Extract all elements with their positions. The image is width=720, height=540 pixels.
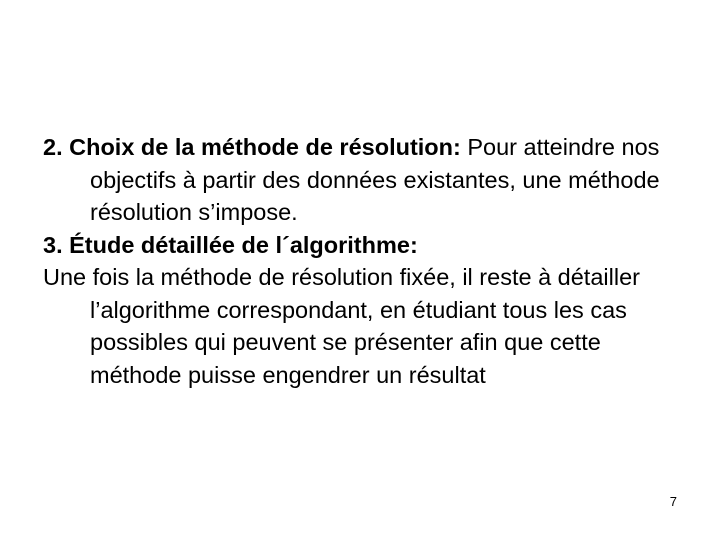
section-2-heading: 2. Choix de la méthode de résolution:: [43, 134, 461, 160]
section-2-text: Pour atteindre nos objectifs à partir des données existantes, une méthode résolution s’impose.: [90, 134, 660, 225]
slide-content: [43, 131, 683, 391]
section-3-heading: 3. Étude détaillée de l´algorithme:: [43, 231, 418, 258]
section-3-text: Une fois la méthode de résolution fixée, il reste à détailler l’algorithme correspondant, en étudiant tous les cas possibles qui peuvent se présenter afin que cette méthode puisse engendrer un résultat: [43, 264, 640, 388]
section-2-paragraph: [43, 131, 683, 229]
page-number: 7: [669, 494, 677, 509]
section-3-paragraph: [43, 229, 683, 262]
